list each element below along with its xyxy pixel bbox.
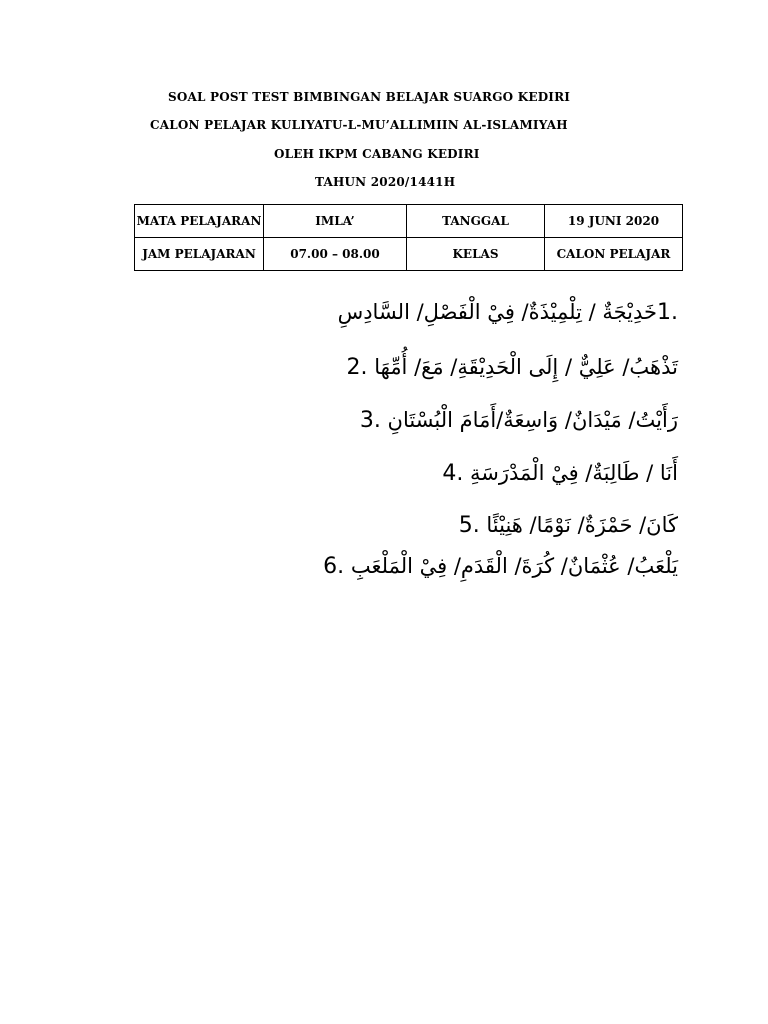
item-number: 2. [346, 355, 368, 380]
item-number: 5. [458, 513, 480, 538]
item-number: 1. [657, 300, 678, 325]
document-subtitle: CALON PELAJAR KULIYATU-L-MU’ALLIMIIN AL-ISLAMIYAH [150, 118, 568, 132]
dictation-item-6 [323, 551, 678, 582]
dictation-item-4 [442, 458, 678, 489]
dictation-text: خَدِيْجَةٌ / تِلْمِيْذَةٌ/ فِيْ الْفَصْلِ/ السَّادِسِ [337, 300, 657, 324]
table-row [135, 238, 683, 271]
dictation-text: تَذْهَبُ/ عَلِيٌّ / إِلَى الْحَدِيْقَةِ/ مَعَ/ أُمِّهَا [374, 355, 678, 379]
table-cell-class-value: CALON PELAJAR [545, 238, 683, 271]
dictation-text: كَانَ/ حَمْزَةٌ/ نَوْمًا/ هَنِيْئًا [486, 513, 678, 537]
dictation-item-3 [360, 405, 678, 436]
year-line: TAHUN 2020/1441H [315, 175, 456, 189]
dictation-item-5 [459, 510, 678, 541]
table-cell-subject-value: IMLA’ [264, 205, 407, 238]
item-number: 6. [323, 554, 345, 579]
organizer-line: OLEH IKPM CABANG KEDIRI [274, 147, 480, 161]
dictation-text: أَنَا / طَالِبَةٌ/ فِيْ الْمَدْرَسَةِ [470, 461, 678, 485]
table-cell-time-value: 07.00 – 08.00 [264, 238, 407, 271]
item-number: 4. [442, 461, 464, 486]
document-title: SOAL POST TEST BIMBINGAN BELAJAR SUARGO KEDIRI [168, 90, 571, 104]
info-table [134, 204, 683, 271]
dictation-item-2 [347, 352, 678, 383]
item-number: 3. [359, 408, 381, 433]
table-cell-date-label: TANGGAL [407, 205, 545, 238]
table-cell-subject-label: MATA PELAJARAN [135, 205, 264, 238]
dictation-text: رَأَيْتُ/ مَيْدَانٌ/ وَاسِعَةٌ/أَمَامَ الْبُسْتَانِ [387, 408, 678, 432]
dictation-item-1 [338, 297, 678, 328]
table-cell-class-label: KELAS [407, 238, 545, 271]
table-cell-time-label: JAM PELAJARAN [135, 238, 264, 271]
table-cell-date-value: 19 JUNI 2020 [545, 205, 683, 238]
dictation-text: يَلْعَبُ/ عُثْمَانٌ/ كُرَةَ/ الْقَدَمِ/ فِيْ الْمَلْعَبِ [350, 554, 678, 578]
table-row [135, 205, 683, 238]
